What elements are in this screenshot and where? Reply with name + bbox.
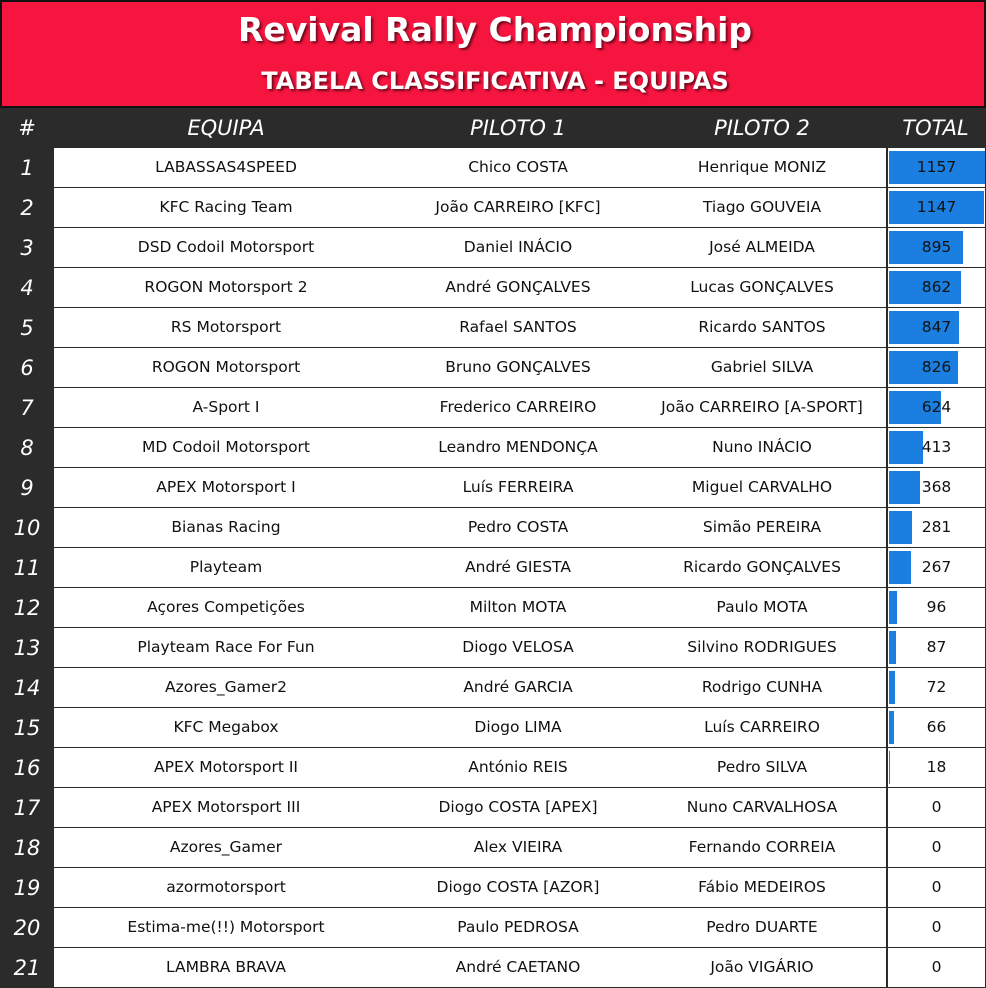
row-cells	[54, 828, 985, 868]
table-row	[0, 668, 986, 708]
total-value: 368	[921, 478, 952, 496]
team-name: DSD Codoil Motorsport	[137, 238, 315, 256]
driver1-name: Paulo PEDROSA	[457, 918, 579, 936]
total-value: 0	[931, 958, 942, 976]
driver1-name: Diogo COSTA [AZOR]	[436, 878, 600, 896]
driver2-name: José ALMEIDA	[709, 238, 815, 256]
total-value: 0	[931, 798, 942, 816]
team-name: RS Motorsport	[170, 318, 282, 336]
row-cells	[54, 348, 985, 388]
rank-number: 8	[0, 428, 54, 468]
row-cells	[54, 588, 985, 628]
table-row	[0, 908, 986, 948]
table-row	[0, 748, 986, 788]
row-cells	[54, 868, 985, 908]
team-name: APEX Motorsport III	[151, 798, 301, 816]
team-name: KFC Racing Team	[159, 198, 293, 216]
team-name: ROGON Motorsport	[151, 358, 301, 376]
total-value: 0	[931, 918, 942, 936]
total-cell	[886, 548, 985, 587]
total-value: 413	[921, 438, 952, 456]
driver1-name: Bruno GONÇALVES	[445, 358, 591, 376]
driver1-name: Chico COSTA	[468, 158, 568, 176]
column-header-driver1: PILOTO 1	[470, 116, 566, 140]
driver2-name: Henrique MONIZ	[697, 158, 827, 176]
total-cell	[886, 628, 985, 667]
total-value: 87	[926, 638, 947, 656]
driver1-name: Rafael SANTOS	[459, 318, 577, 336]
column-header-row	[0, 108, 986, 148]
rank-number: 19	[0, 868, 54, 908]
total-cell	[886, 388, 985, 427]
driver2-name: Lucas GONÇALVES	[690, 278, 834, 296]
driver2-name: Ricardo SANTOS	[698, 318, 826, 336]
team-name: Azores_Gamer2	[165, 678, 287, 696]
row-cells	[54, 228, 985, 268]
table-row	[0, 628, 986, 668]
total-value: 0	[931, 878, 942, 896]
rank-number: 3	[0, 228, 54, 268]
driver1-name: André GARCIA	[463, 678, 573, 696]
team-name: Açores Competições	[147, 598, 305, 616]
driver1-name: João CARREIRO [KFC]	[435, 198, 601, 216]
page-title: Revival Rally Championship	[237, 10, 753, 49]
total-cell	[886, 868, 985, 907]
column-header-driver2: PILOTO 2	[714, 116, 810, 140]
total-cell	[886, 708, 985, 747]
total-cell	[886, 428, 985, 467]
total-cell	[886, 228, 985, 267]
table-row	[0, 828, 986, 868]
table-row	[0, 428, 986, 468]
row-cells	[54, 788, 985, 828]
column-header-rank: #	[18, 116, 36, 140]
team-name: APEX Motorsport I	[156, 478, 296, 496]
rank-number: 21	[0, 948, 54, 988]
total-cell	[886, 948, 985, 987]
total-cell	[886, 348, 985, 387]
team-name: ROGON Motorsport 2	[144, 278, 308, 296]
team-name: Estima-me(!!) Motorsport	[127, 918, 325, 936]
team-name: Playteam	[189, 558, 263, 576]
total-cell	[886, 148, 985, 187]
driver2-name: Miguel CARVALHO	[691, 478, 833, 496]
total-cell	[886, 588, 985, 627]
rank-number: 1	[0, 148, 54, 188]
row-cells	[54, 908, 985, 948]
total-cell	[886, 748, 985, 787]
driver2-name: Rodrigo CUNHA	[701, 678, 823, 696]
team-name: Playteam Race For Fun	[137, 638, 315, 656]
row-cells	[54, 268, 985, 308]
total-cell	[886, 668, 985, 707]
total-value: 1157	[916, 158, 957, 176]
driver2-name: Ricardo GONÇALVES	[683, 558, 841, 576]
total-cell	[886, 468, 985, 507]
row-cells	[54, 948, 985, 988]
table-row	[0, 348, 986, 388]
rank-number: 11	[0, 548, 54, 588]
team-name: APEX Motorsport II	[154, 758, 298, 776]
driver2-name: Gabriel SILVA	[710, 358, 814, 376]
table-row	[0, 188, 986, 228]
total-value: 281	[921, 518, 952, 536]
team-name: Azores_Gamer	[169, 838, 283, 856]
total-value: 1147	[916, 198, 957, 216]
rank-number: 16	[0, 748, 54, 788]
driver2-name: Simão PEREIRA	[702, 518, 822, 536]
driver1-name: Leandro MENDONÇA	[438, 438, 598, 456]
driver2-name: Fábio MEDEIROS	[698, 878, 826, 896]
total-cell	[886, 908, 985, 947]
row-cells	[54, 148, 985, 188]
driver1-name: Luís FERREIRA	[462, 478, 574, 496]
rank-number: 20	[0, 908, 54, 948]
driver2-name: Pedro DUARTE	[706, 918, 818, 936]
row-cells	[54, 708, 985, 748]
rank-number: 9	[0, 468, 54, 508]
driver2-name: Tiago GOUVEIA	[702, 198, 822, 216]
total-value: 267	[921, 558, 952, 576]
table-row	[0, 548, 986, 588]
rank-number: 5	[0, 308, 54, 348]
rank-number: 4	[0, 268, 54, 308]
total-value: 96	[926, 598, 947, 616]
table-row	[0, 268, 986, 308]
driver1-name: Alex VIEIRA	[473, 838, 563, 856]
table-row	[0, 228, 986, 268]
driver2-name: João CARREIRO [A-SPORT]	[661, 398, 863, 416]
total-value: 826	[921, 358, 952, 376]
total-value: 72	[926, 678, 947, 696]
row-cells	[54, 308, 985, 348]
rank-number: 14	[0, 668, 54, 708]
row-cells	[54, 388, 985, 428]
driver2-name: Nuno INÁCIO	[712, 438, 812, 456]
team-name: Bianas Racing	[171, 518, 281, 536]
driver1-name: André GONÇALVES	[445, 278, 591, 296]
total-cell	[886, 788, 985, 827]
header-banner	[0, 0, 986, 108]
row-cells	[54, 628, 985, 668]
total-cell	[886, 828, 985, 867]
driver1-name: Milton MOTA	[469, 598, 567, 616]
driver1-name: António REIS	[468, 758, 568, 776]
total-value: 624	[921, 398, 952, 416]
driver1-name: André GIESTA	[465, 558, 571, 576]
driver1-name: André CAETANO	[455, 958, 581, 976]
driver2-name: Nuno CARVALHOSA	[686, 798, 838, 816]
driver2-name: Pedro SILVA	[716, 758, 808, 776]
driver1-name: Diogo COSTA [APEX]	[438, 798, 598, 816]
driver2-name: Paulo MOTA	[716, 598, 808, 616]
row-cells	[54, 548, 985, 588]
total-value: 862	[921, 278, 952, 296]
table-row	[0, 388, 986, 428]
total-value: 847	[921, 318, 952, 336]
table-row	[0, 948, 986, 988]
total-value: 66	[926, 718, 947, 736]
row-cells	[54, 668, 985, 708]
driver2-name: João VIGÁRIO	[710, 958, 814, 976]
total-cell	[886, 188, 985, 227]
total-value: 0	[931, 838, 942, 856]
table-row	[0, 148, 986, 188]
rank-number: 18	[0, 828, 54, 868]
total-value: 895	[921, 238, 952, 256]
total-value: 18	[926, 758, 947, 776]
driver1-name: Diogo VELOSA	[462, 638, 574, 656]
driver1-name: Diogo LIMA	[474, 718, 562, 736]
rank-number: 10	[0, 508, 54, 548]
driver1-name: Daniel INÁCIO	[463, 238, 573, 256]
table-row	[0, 468, 986, 508]
rank-number: 15	[0, 708, 54, 748]
total-cell	[886, 308, 985, 347]
driver2-name: Luís CARREIRO	[704, 718, 820, 736]
table-row	[0, 708, 986, 748]
row-cells	[54, 428, 985, 468]
rank-number: 6	[0, 348, 54, 388]
driver1-name: Frederico CARREIRO	[439, 398, 597, 416]
table-row	[0, 308, 986, 348]
team-name: LAMBRA BRAVA	[166, 958, 286, 976]
row-cells	[54, 508, 985, 548]
driver2-name: Fernando CORREIA	[688, 838, 836, 856]
team-name: azormotorsport	[166, 878, 286, 896]
total-cell	[886, 268, 985, 307]
rank-number: 2	[0, 188, 54, 228]
row-cells	[54, 748, 985, 788]
row-cells	[54, 188, 985, 228]
rank-number: 17	[0, 788, 54, 828]
driver2-name: Silvino RODRIGUES	[687, 638, 837, 656]
table-row	[0, 508, 986, 548]
rank-number: 12	[0, 588, 54, 628]
team-name: LABASSAS4SPEED	[155, 158, 297, 176]
rank-number: 13	[0, 628, 54, 668]
column-header-team: EQUIPA	[187, 116, 265, 140]
team-name: MD Codoil Motorsport	[141, 438, 311, 456]
table-row	[0, 788, 986, 828]
team-name: KFC Megabox	[173, 718, 279, 736]
page-subtitle: TABELA CLASSIFICATIVA - EQUIPAS	[261, 67, 729, 95]
team-name: A-Sport I	[192, 398, 260, 416]
table-row	[0, 588, 986, 628]
table-row	[0, 868, 986, 908]
rank-number: 7	[0, 388, 54, 428]
driver1-name: Pedro COSTA	[467, 518, 569, 536]
column-header-total: TOTAL	[902, 116, 969, 140]
total-cell	[886, 508, 985, 547]
row-cells	[54, 468, 985, 508]
